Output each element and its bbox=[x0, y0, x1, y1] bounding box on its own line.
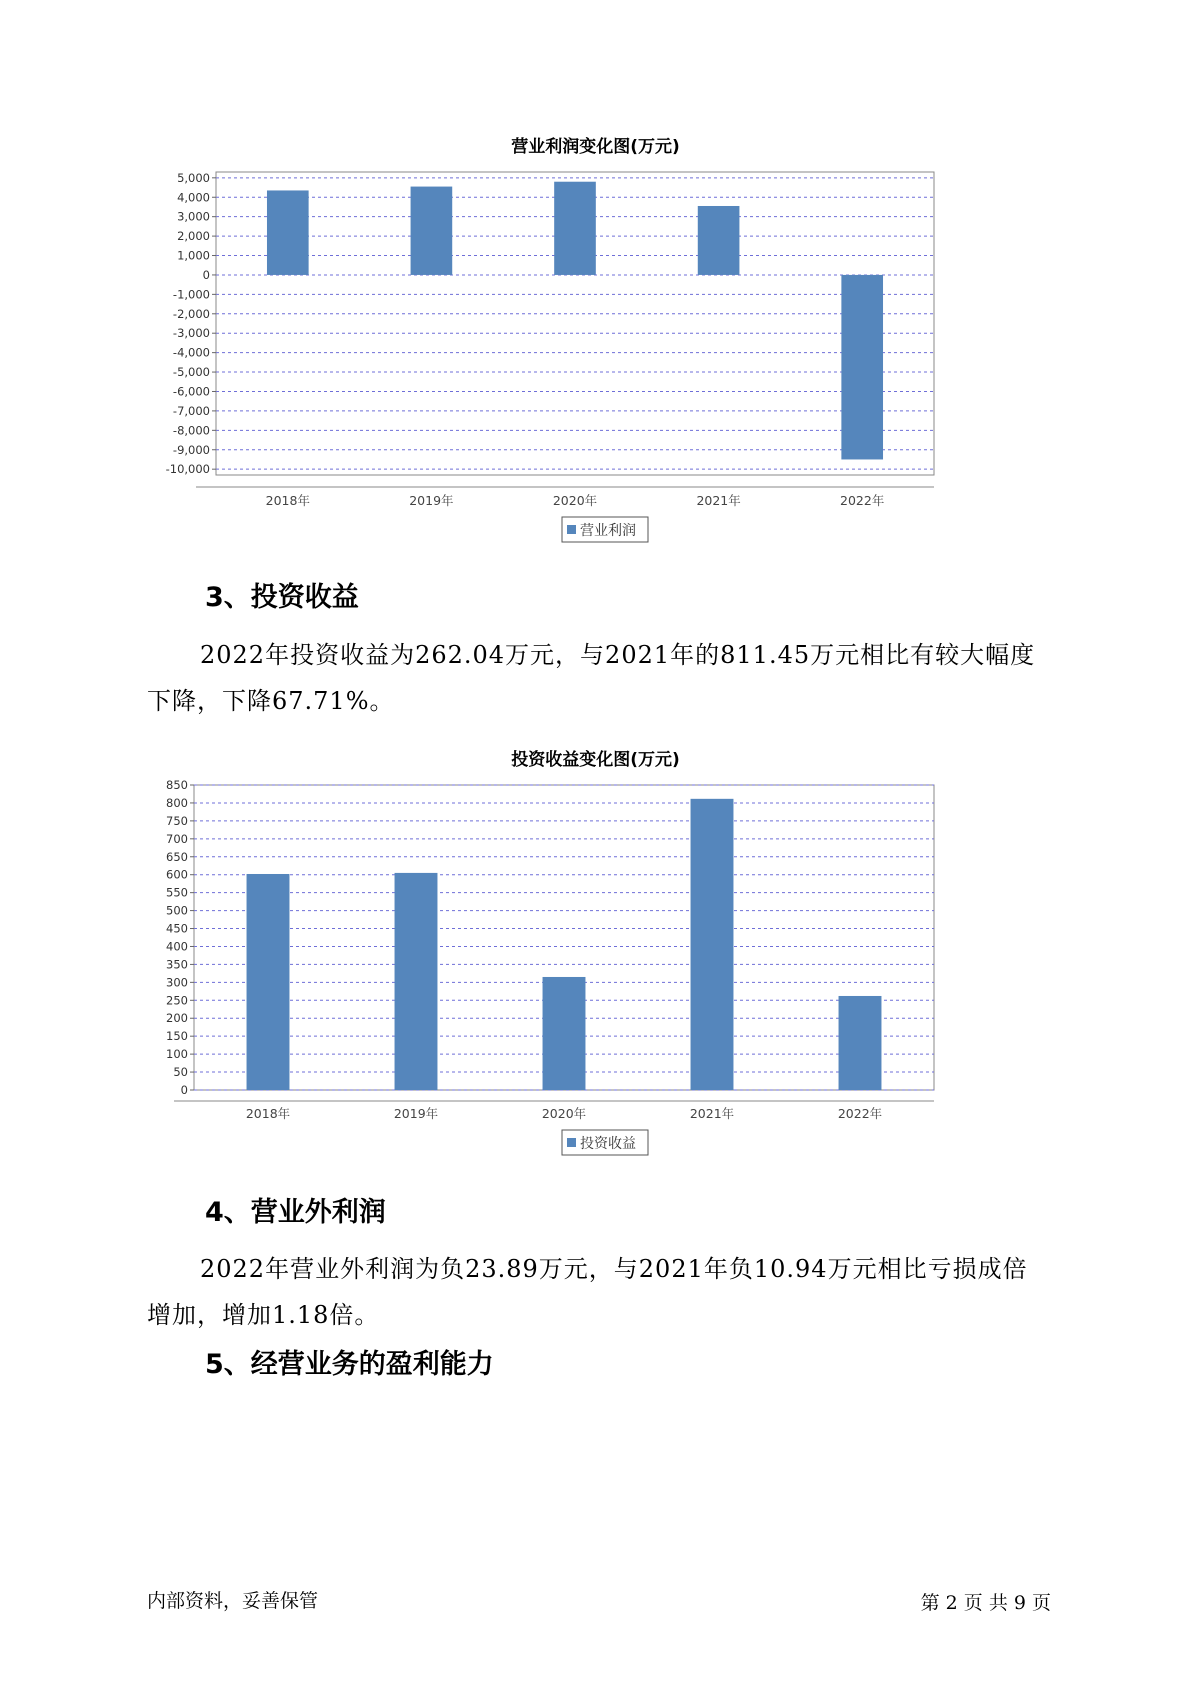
y-tick-label: 100 bbox=[166, 1047, 188, 1062]
bar-2022年 bbox=[841, 275, 883, 460]
bar-2021年 bbox=[691, 799, 734, 1090]
y-tick-label: 1,000 bbox=[177, 248, 210, 263]
x-tick-label: 2019年 bbox=[393, 1106, 439, 1121]
chart-investment-income bbox=[160, 772, 1040, 1164]
y-tick-label: -3,000 bbox=[172, 326, 210, 341]
y-tick-label: 50 bbox=[173, 1065, 188, 1080]
footer-confidential-note: 内部资料，妥善保管 bbox=[147, 1590, 319, 1612]
legend-label: 营业利润 bbox=[580, 523, 636, 539]
footer-page-number: 第 2 页 共 9 页 bbox=[920, 1592, 1051, 1614]
x-tick-label: 2018年 bbox=[265, 493, 310, 508]
section-4-heading: 4、营业外利润 bbox=[205, 1197, 386, 1228]
x-tick-label: 2018年 bbox=[245, 1106, 291, 1121]
x-tick-label: 2019年 bbox=[409, 493, 454, 508]
y-tick-label: -4,000 bbox=[172, 345, 210, 360]
y-tick-label: -1,000 bbox=[172, 287, 210, 302]
y-tick-label: 550 bbox=[166, 885, 188, 900]
y-tick-label: 350 bbox=[166, 957, 188, 972]
y-tick-label: 250 bbox=[166, 993, 188, 1008]
legend-swatch bbox=[567, 1138, 576, 1147]
section-5-heading: 5、经营业务的盈利能力 bbox=[205, 1349, 494, 1380]
investment-income-bar-chart bbox=[160, 772, 1040, 1164]
bar-2019年 bbox=[411, 187, 453, 275]
bar-2020年 bbox=[554, 182, 596, 275]
y-tick-label: -6,000 bbox=[172, 384, 210, 399]
bar-2020年 bbox=[543, 977, 586, 1090]
y-tick-label: 650 bbox=[166, 849, 188, 864]
bar-2018年 bbox=[247, 874, 290, 1090]
bar-2022年 bbox=[839, 996, 882, 1090]
y-tick-label: -8,000 bbox=[172, 423, 210, 438]
chart-title-investment-income: 投资收益变化图(万元) bbox=[511, 750, 680, 770]
x-tick-label: 2021年 bbox=[689, 1106, 735, 1121]
y-tick-label: 450 bbox=[166, 921, 188, 936]
y-tick-label: 850 bbox=[166, 778, 188, 792]
y-tick-label: 0 bbox=[202, 267, 210, 282]
y-tick-label: 600 bbox=[166, 867, 188, 882]
y-tick-label: -10,000 bbox=[165, 462, 210, 477]
x-tick-label: 2020年 bbox=[552, 493, 598, 508]
legend-label: 投资收益 bbox=[580, 1136, 636, 1152]
x-tick-label: 2020年 bbox=[541, 1106, 587, 1121]
y-tick-label: -5,000 bbox=[172, 365, 210, 380]
x-tick-label: 2022年 bbox=[840, 493, 885, 508]
chart-title-operating-profit: 营业利润变化图(万元) bbox=[511, 137, 680, 157]
section-3-paragraph: 2022年投资收益为262.04万元，与2021年的811.45万元相比有较大幅度下降，下降67.71%。 bbox=[147, 641, 1036, 715]
y-tick-label: 4,000 bbox=[177, 190, 210, 205]
legend-swatch bbox=[567, 525, 576, 534]
y-tick-label: 150 bbox=[166, 1029, 188, 1044]
y-tick-label: 0 bbox=[180, 1083, 188, 1097]
section-4-paragraph: 2022年营业外利润为负23.89万元，与2021年负10.94万元相比亏损成倍增加，增加1.18倍。 bbox=[147, 1255, 1028, 1329]
y-tick-label: 300 bbox=[166, 975, 188, 990]
y-tick-label: 750 bbox=[166, 813, 188, 828]
bar-2019年 bbox=[395, 873, 438, 1090]
x-tick-label: 2021年 bbox=[696, 493, 741, 508]
y-tick-label: 400 bbox=[166, 939, 188, 954]
y-tick-label: 2,000 bbox=[177, 229, 210, 244]
y-tick-label: -7,000 bbox=[172, 403, 210, 418]
y-tick-label: 200 bbox=[166, 1011, 188, 1026]
operating-profit-bar-chart bbox=[160, 160, 1040, 550]
y-tick-label: 700 bbox=[166, 831, 188, 846]
y-tick-label: 500 bbox=[166, 903, 188, 918]
x-tick-label: 2022年 bbox=[837, 1106, 883, 1121]
chart-operating-profit bbox=[160, 160, 1040, 550]
y-tick-label: -2,000 bbox=[172, 306, 210, 321]
y-tick-label: 5,000 bbox=[177, 170, 210, 185]
y-tick-label: -9,000 bbox=[172, 442, 210, 457]
section-3-heading: 3、投资收益 bbox=[205, 582, 359, 613]
y-tick-label: 3,000 bbox=[177, 209, 210, 224]
bar-2021年 bbox=[698, 206, 740, 275]
y-tick-label: 800 bbox=[166, 795, 188, 810]
bar-2018年 bbox=[267, 190, 309, 274]
